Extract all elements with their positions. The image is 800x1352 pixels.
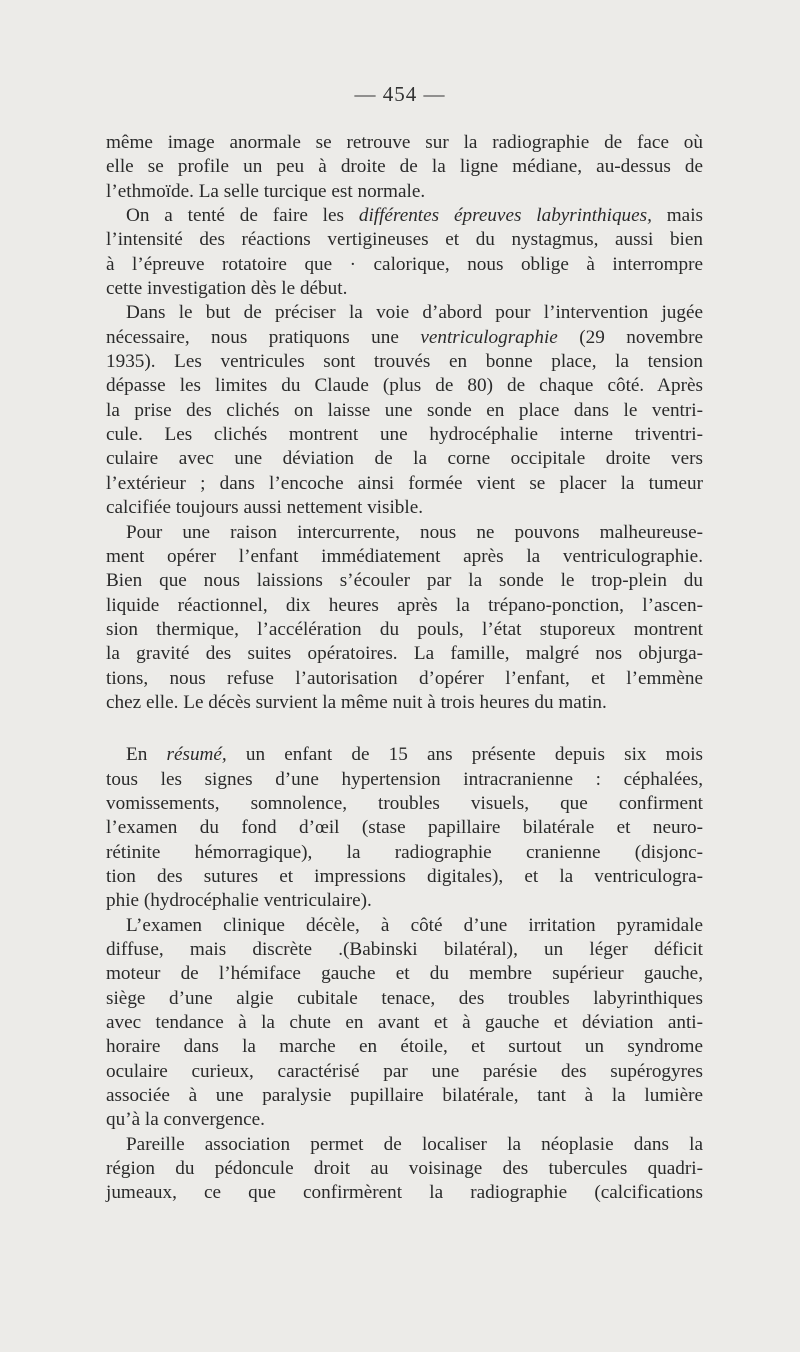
text-run: On a tenté de faire les xyxy=(126,205,359,227)
text-line: oculaire curieux, caractérisé par une parésie des supérogyres xyxy=(106,1060,703,1082)
text-line: L’examen clinique décèle, à côté d’une irritation pyramidale xyxy=(126,914,703,936)
paragraph xyxy=(106,1133,703,1206)
text-line: calcifiée toujours aussi nettement visible. xyxy=(106,497,424,519)
text-line: jumeaux, ce que confirmèrent la radiographie (calcifications xyxy=(106,1182,703,1204)
italic-term: résumé, xyxy=(166,744,227,766)
text-line: tion des sutures et impressions digitales), et la ventriculogra- xyxy=(106,865,703,887)
text-line: région du pédoncule droit au voisinage des tubercules quadri- xyxy=(106,1158,703,1180)
text-line: dépasse les limites du Claude (plus de 80) de chaque côté. Après xyxy=(106,375,703,397)
text-line: même image anormale se retrouve sur la radiographie de face où xyxy=(106,132,703,153)
text-line: tions, nous refuse l’autorisation d’opérer l’enfant, et l’emmène xyxy=(106,667,703,689)
text-line: l’ethmoïde. La selle turcique est normale. xyxy=(106,180,426,202)
text-line xyxy=(106,326,703,350)
text-line: ment opérer l’enfant immédiatement après la ventriculographie. xyxy=(106,545,703,567)
text-line: l’extérieur ; dans l’encoche ainsi formée vient se placer la tumeur xyxy=(106,472,703,494)
text-line: siège d’une algie cubitale tenace, des troubles labyrinthiques xyxy=(106,987,703,1009)
text-line: associée à une paralysie pupillaire bilatérale, tant à la lumière xyxy=(106,1085,703,1107)
paragraph xyxy=(106,521,703,716)
text-line: Pareille association permet de localiser la néoplasie dans la xyxy=(126,1133,703,1155)
text-line: qu’à la convergence. xyxy=(106,1109,265,1131)
text-line xyxy=(106,743,703,767)
text-line: elle se profile un peu à droite de la ligne médiane, au-dessus de xyxy=(106,156,703,178)
text-line: l’intensité des réactions vertigineuses et du nystagmus, aussi bien xyxy=(106,229,703,251)
text-line: à l’épreuve rotatoire que · calorique, nous oblige à interrompre xyxy=(106,253,703,275)
text-line: Dans le but de préciser la voie d’abord pour l’intervention jugée xyxy=(126,302,703,324)
text-run: En xyxy=(126,744,167,766)
text-line: liquide réactionnel, dix heures après la trépano-ponction, l’ascen- xyxy=(106,594,703,616)
paragraph xyxy=(106,914,703,1133)
text-line: cette investigation dès le début. xyxy=(106,278,348,300)
text-run: nécessaire, nous pratiquons une xyxy=(106,326,421,348)
text-run: un enfant de 15 ans présente depuis six mois xyxy=(226,744,703,766)
text-line: avec tendance à la chute en avant et à gauche et déviation anti- xyxy=(106,1012,703,1034)
text-line: sion thermique, l’accélération du pouls, l’état stuporeux montrent xyxy=(106,618,703,640)
text-line: 1935). Les ventricules sont trouvés en bonne place, la tension xyxy=(106,351,703,373)
paragraph xyxy=(106,743,703,913)
text-line: rétinite hémorragique), la radiographie cranienne (disjonc- xyxy=(106,841,703,863)
text-run: (29 novembre xyxy=(557,326,703,348)
text-line: culaire avec une déviation de la corne occipitale droite vers xyxy=(106,448,703,470)
text-line: chez elle. Le décès survient la même nuit à trois heures du matin. xyxy=(106,691,607,713)
text-line: moteur de l’hémiface gauche et du membre supérieur gauche, xyxy=(106,963,703,985)
text-line: la gravité des suites opératoires. La famille, malgré nos objurga- xyxy=(106,643,703,665)
paragraph xyxy=(106,204,703,301)
text-line: Bien que nous laissions s’écouler par la sonde le trop-plein du xyxy=(106,570,703,592)
italic-term: ventriculographie xyxy=(420,326,558,348)
text-line: horaire dans la marche en étoile, et surtout un syndrome xyxy=(106,1036,703,1058)
text-line: phie (hydrocéphalie ventriculaire). xyxy=(106,890,372,912)
italic-term: différentes épreuves labyrinthiques, xyxy=(358,205,652,227)
text-line: la prise des clichés on laisse une sonde en place dans le ventri- xyxy=(106,399,703,421)
text-run: mais xyxy=(651,205,703,227)
text-line: vomissements, somnolence, troubles visuels, que confirment xyxy=(106,792,703,814)
text-line: tous les signes d’une hypertension intracranienne : céphalées, xyxy=(106,768,703,790)
text-line xyxy=(106,204,703,228)
body-text xyxy=(106,131,703,1206)
page-number: — 454 — xyxy=(354,82,446,106)
paragraph xyxy=(106,301,703,520)
section-gap xyxy=(106,715,703,743)
paragraph xyxy=(106,131,703,204)
text-line: diffuse, mais discrète .(Babinski bilatéral), un léger déficit xyxy=(106,939,703,960)
text-line: cule. Les clichés montrent une hydrocéphalie interne triventri- xyxy=(106,424,703,446)
text-line: l’examen du fond d’œil (stase papillaire bilatérale et neuro- xyxy=(106,817,703,839)
text-line: Pour une raison intercurrente, nous ne pouvons malheureuse- xyxy=(126,521,703,543)
